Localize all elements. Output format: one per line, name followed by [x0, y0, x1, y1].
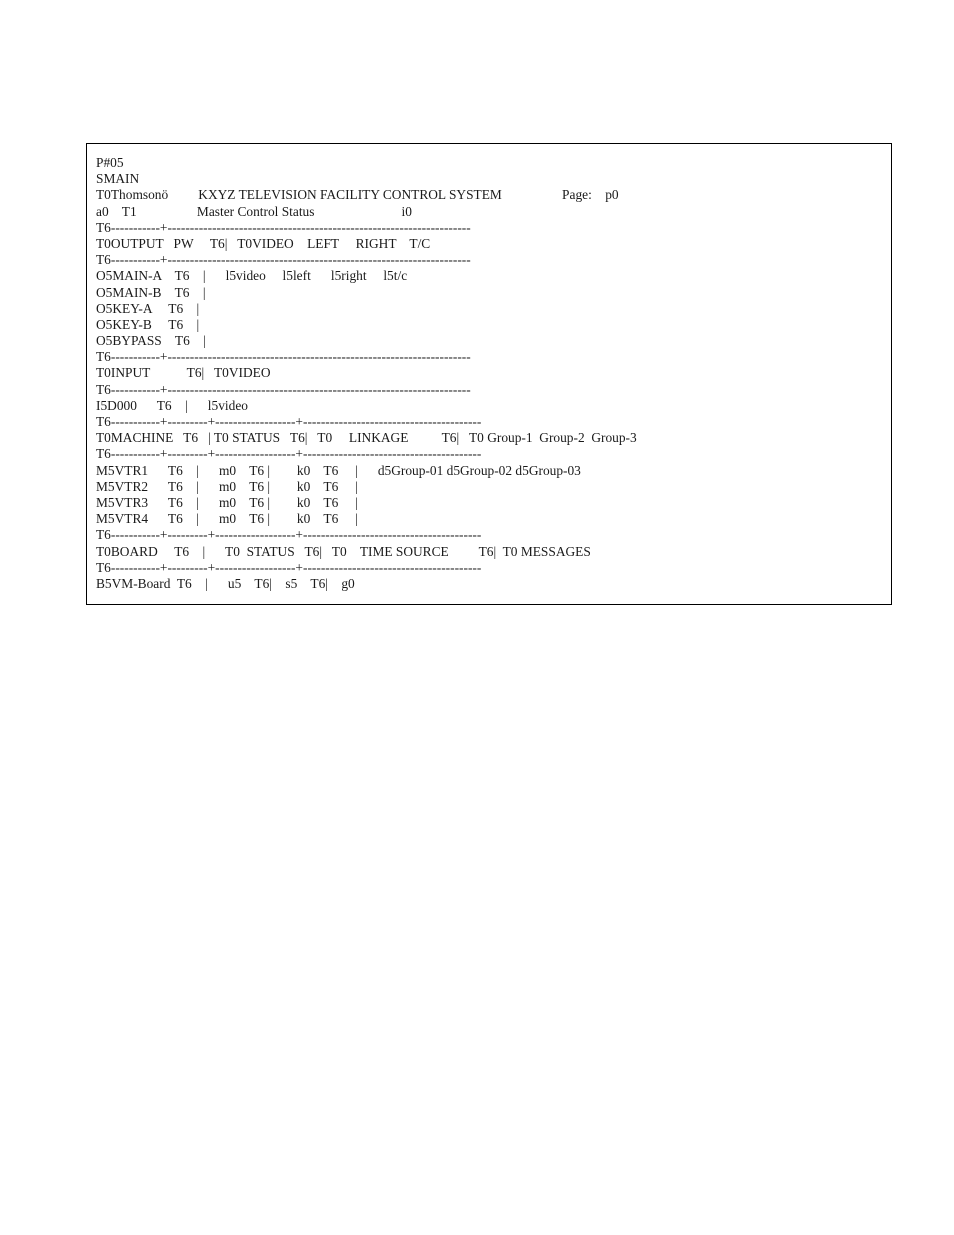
- screen-line: T0Thomsonö KXYZ TELEVISION FACILITY CONTROL SYSTEM Page: p0: [96, 187, 619, 203]
- screen-text-block: [96, 155, 637, 592]
- screen-line: T6-----------+---------+------------------+----------------------------------------: [96, 414, 482, 429]
- screen-line: T0MACHINE T6 | T0 STATUS T6| T0 LINKAGE T6| T0 Group-1 Group-2 Group-3: [96, 430, 637, 446]
- screen-line: T6-----------+---------+------------------+----------------------------------------: [96, 527, 482, 543]
- screen-line: M5VTR1 T6 | m0 T6 | k0 T6 | d5Group-01 d5Group-02 d5Group-03: [96, 462, 581, 478]
- screen-line: T6-----------+---------+------------------+----------------------------------------: [96, 559, 482, 575]
- screen-line: O5MAIN-B T6 |: [96, 284, 206, 300]
- screen-line: P#05: [96, 155, 124, 170]
- screen-line: M5VTR3 T6 | m0 T6 | k0 T6 |: [96, 494, 358, 510]
- screen-line: T0INPUT T6| T0VIDEO: [96, 365, 271, 381]
- screen-line: M5VTR2 T6 | m0 T6 | k0 T6 |: [96, 478, 358, 494]
- screen-line: M5VTR4 T6 | m0 T6 | k0 T6 |: [96, 511, 358, 527]
- screen-line: T6-----------+---------+------------------+----------------------------------------: [96, 446, 482, 462]
- screen-line: O5KEY-B T6 |: [96, 316, 200, 332]
- screen-line: T6-----------+--------------------------------------------------------------------: [96, 381, 471, 397]
- screen-line: a0 T1 Master Control Status i0: [96, 203, 412, 219]
- screen-line: T0BOARD T6 | T0 STATUS T6| T0 TIME SOURCE T6| T0 MESSAGES: [96, 543, 591, 559]
- screen-line: T6-----------+--------------------------------------------------------------------: [96, 219, 471, 235]
- screen-line: T6-----------+--------------------------------------------------------------------: [96, 252, 471, 268]
- screen-line: O5MAIN-A T6 | l5video l5left l5right l5t/c: [96, 268, 408, 284]
- screen-line: T6-----------+--------------------------------------------------------------------: [96, 349, 471, 365]
- control-system-screen: [86, 143, 892, 605]
- screen-line: O5BYPASS T6 |: [96, 333, 206, 349]
- screen-line: O5KEY-A T6 |: [96, 300, 200, 316]
- screen-line: B5VM-Board T6 | u5 T6| s5 T6| g0: [96, 575, 355, 591]
- screen-line: T0OUTPUT PW T6| T0VIDEO LEFT RIGHT T/C: [96, 235, 431, 251]
- screen-line: I5D000 T6 | l5video: [96, 397, 248, 413]
- screen-line: SMAIN: [96, 171, 140, 187]
